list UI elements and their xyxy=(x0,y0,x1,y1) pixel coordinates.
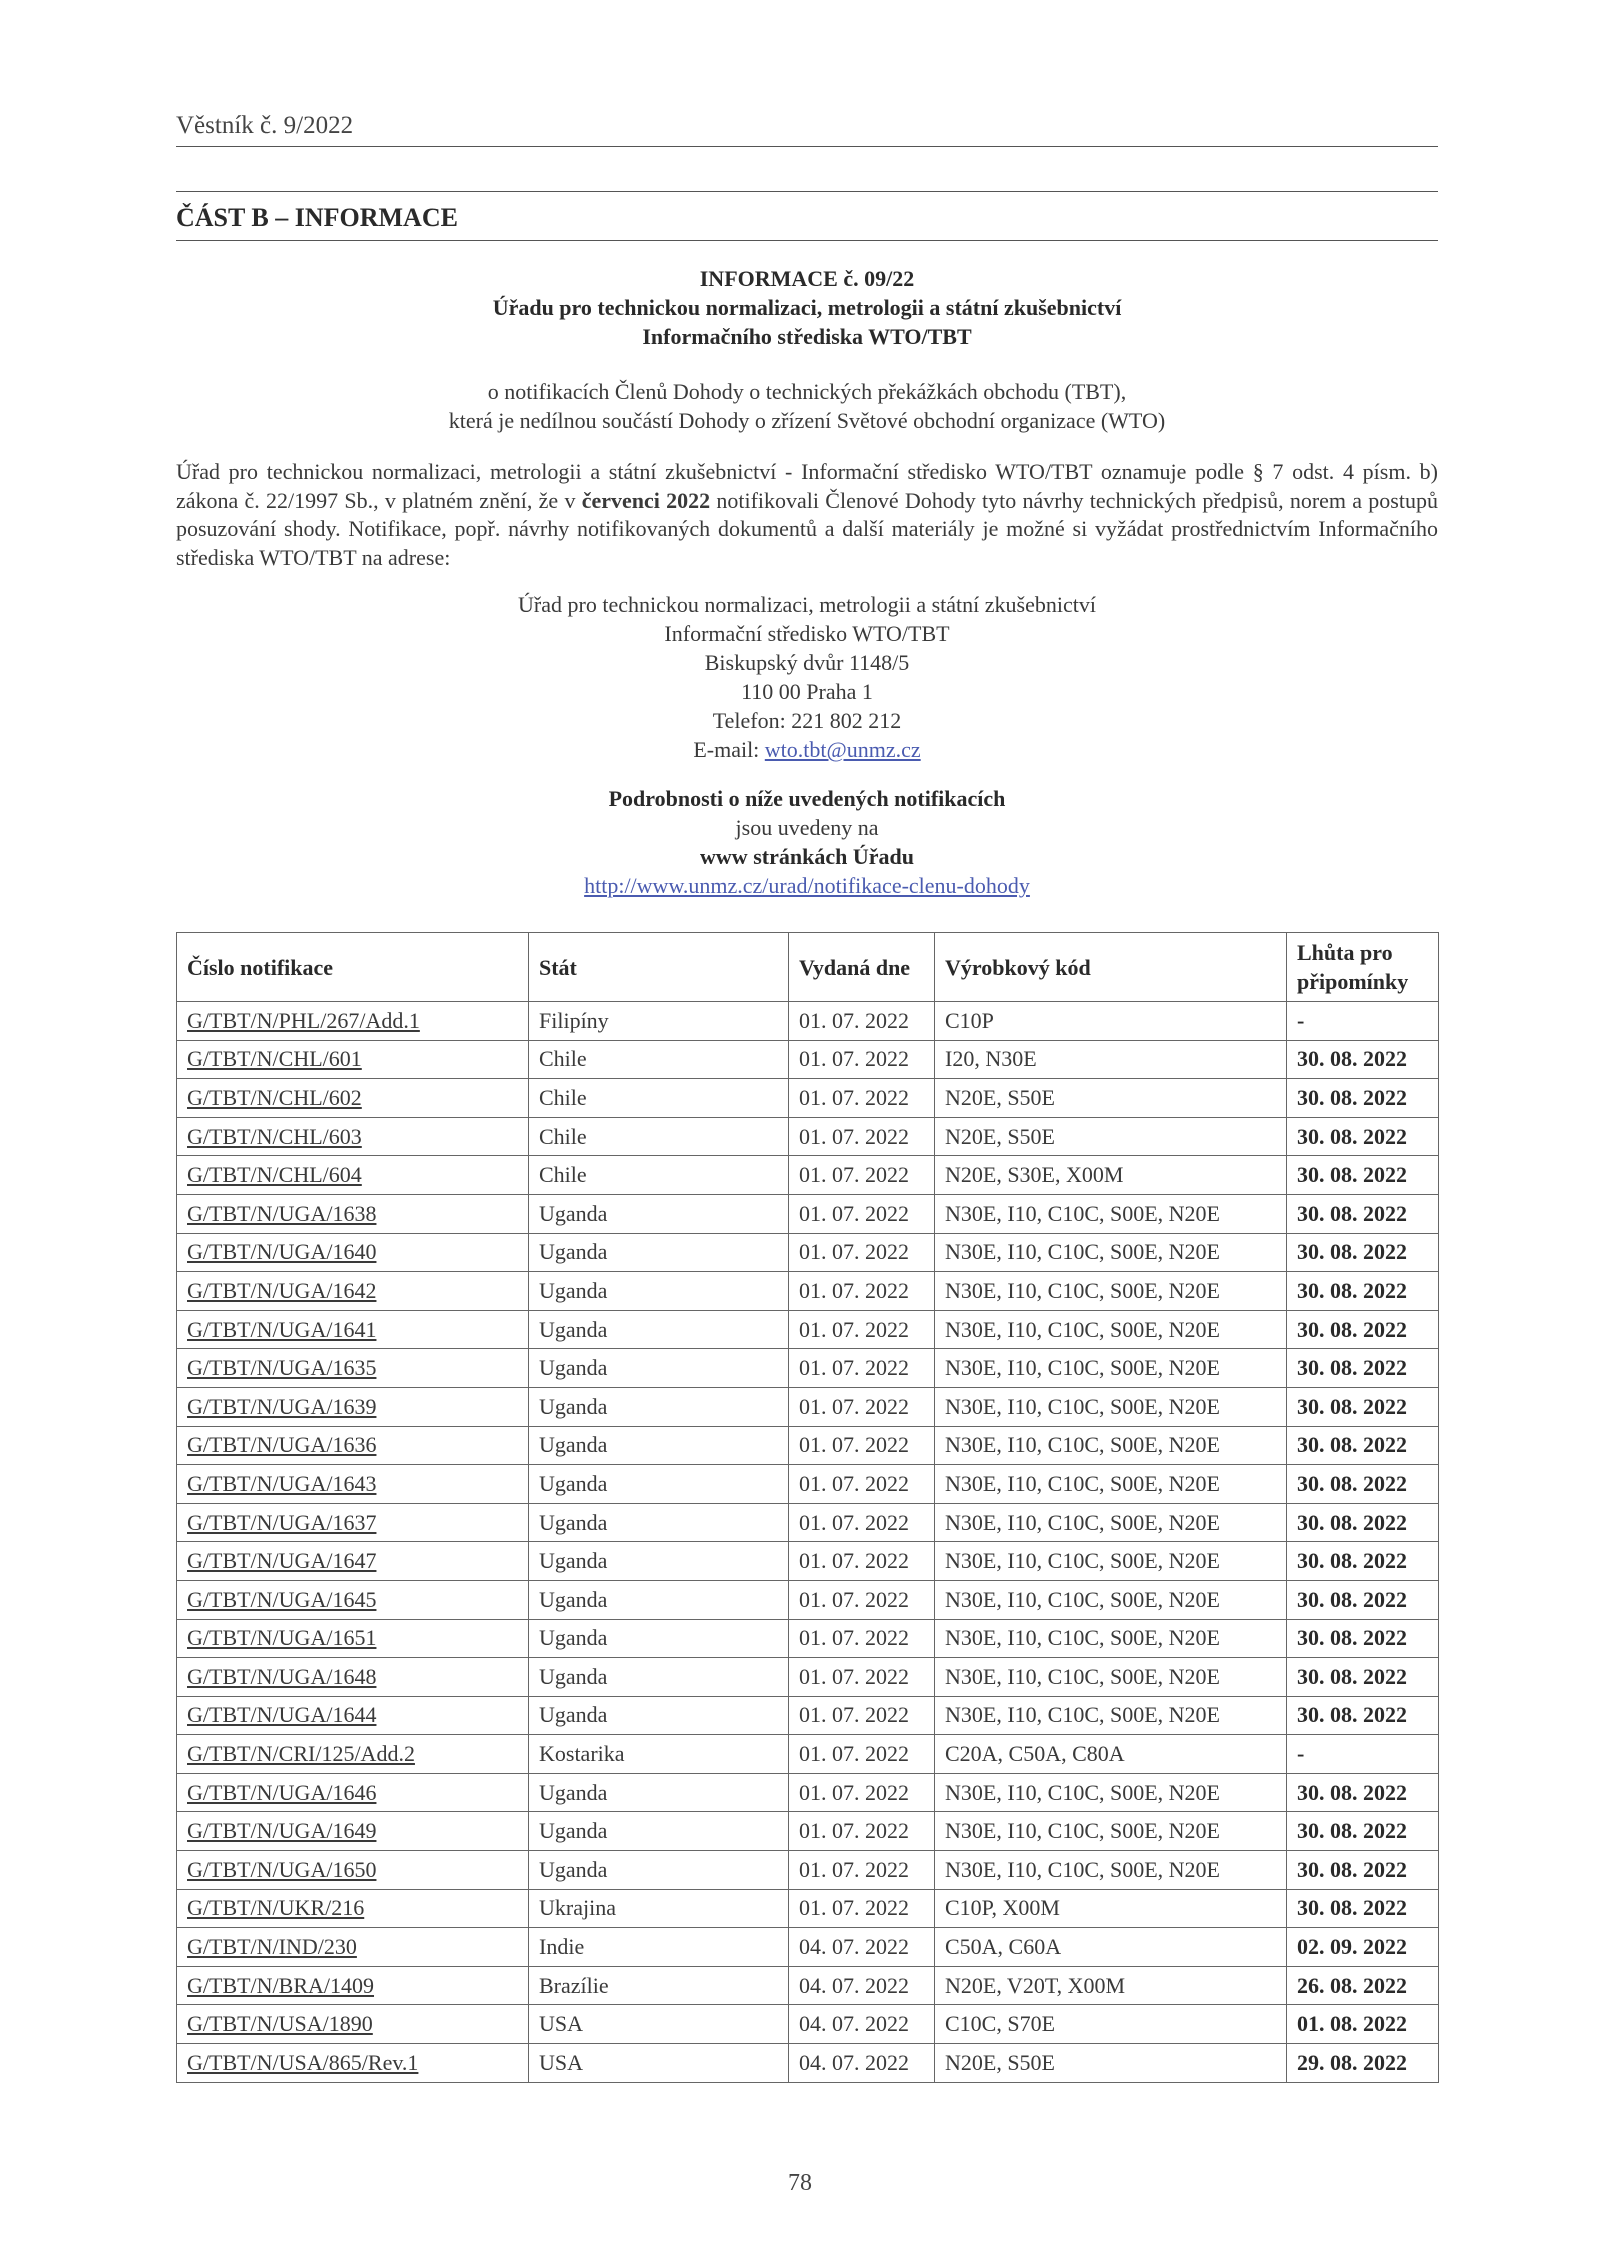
header-rule xyxy=(176,146,1438,147)
notification-number-cell xyxy=(177,1079,529,1118)
notification-number-link[interactable]: G/TBT/N/UGA/1638 xyxy=(187,1200,377,1226)
header-code: Výrobkový kód xyxy=(935,933,1287,1002)
notification-number-cell xyxy=(177,1194,529,1233)
table-row xyxy=(177,1696,1439,1735)
issued-date-cell: 01. 07. 2022 xyxy=(789,1851,935,1890)
deadline-cell: 30. 08. 2022 xyxy=(1287,1272,1439,1311)
notification-number-cell xyxy=(177,1503,529,1542)
table-row xyxy=(177,1812,1439,1851)
notification-number-cell xyxy=(177,1387,529,1426)
notification-number-link[interactable]: G/TBT/N/UGA/1649 xyxy=(187,1818,377,1844)
deadline-cell: 30. 08. 2022 xyxy=(1287,1773,1439,1812)
country-cell: Uganda xyxy=(529,1387,789,1426)
deadline-cell: 30. 08. 2022 xyxy=(1287,1349,1439,1388)
country-cell: Uganda xyxy=(529,1426,789,1465)
deadline-cell: 30. 08. 2022 xyxy=(1287,1658,1439,1697)
product-code-cell: N30E, I10, C10C, S00E, N20E xyxy=(935,1465,1287,1504)
notification-number-link[interactable]: G/TBT/N/UGA/1648 xyxy=(187,1663,377,1689)
notification-number-cell xyxy=(177,1426,529,1465)
product-code-cell: N20E, S50E xyxy=(935,1117,1287,1156)
notification-number-cell xyxy=(177,1002,529,1041)
address-office: Úřad pro technickou normalizaci, metrologii a státní zkušebnictví xyxy=(518,592,1096,617)
section-title: ČÁST B – INFORMACE xyxy=(176,203,458,232)
product-code-cell: N30E, I10, C10C, S00E, N20E xyxy=(935,1542,1287,1581)
email-label: E-mail: xyxy=(693,737,765,762)
details-block xyxy=(176,784,1438,900)
notification-number-link[interactable]: G/TBT/N/UGA/1640 xyxy=(187,1239,377,1265)
deadline-cell: 30. 08. 2022 xyxy=(1287,1426,1439,1465)
details-line-1: Podrobnosti o níže uvedených notifikacích xyxy=(608,786,1006,811)
issued-date-cell: 01. 07. 2022 xyxy=(789,1542,935,1581)
country-cell: Uganda xyxy=(529,1696,789,1735)
notification-number-cell xyxy=(177,1349,529,1388)
country-cell: Chile xyxy=(529,1040,789,1079)
notification-number-cell xyxy=(177,1889,529,1928)
issued-date-cell: 01. 07. 2022 xyxy=(789,1079,935,1118)
country-cell: Chile xyxy=(529,1117,789,1156)
table-row xyxy=(177,1773,1439,1812)
notification-number-link[interactable]: G/TBT/N/USA/1890 xyxy=(187,2011,373,2037)
issued-date-cell: 04. 07. 2022 xyxy=(789,2005,935,2044)
notification-number-cell xyxy=(177,1580,529,1619)
issued-date-cell: 01. 07. 2022 xyxy=(789,1156,935,1195)
notification-number-link[interactable]: G/TBT/N/UGA/1646 xyxy=(187,1779,377,1805)
notification-number-cell xyxy=(177,1851,529,1890)
notification-number-cell xyxy=(177,1117,529,1156)
table-row xyxy=(177,1735,1439,1774)
product-code-cell: N30E, I10, C10C, S00E, N20E xyxy=(935,1349,1287,1388)
notification-number-cell xyxy=(177,1040,529,1079)
country-cell: Uganda xyxy=(529,1851,789,1890)
notification-number-link[interactable]: G/TBT/N/UGA/1635 xyxy=(187,1355,377,1381)
header-deadline: Lhůta pro připomínky xyxy=(1287,933,1439,1002)
product-code-cell: N30E, I10, C10C, S00E, N20E xyxy=(935,1658,1287,1697)
issued-date-cell: 01. 07. 2022 xyxy=(789,1194,935,1233)
section-rule-bottom xyxy=(176,240,1438,241)
subheading-line-2: která je nedílnou součástí Dohody o zřízení Světové obchodní organizace (WTO) xyxy=(448,408,1166,433)
table-row xyxy=(177,1387,1439,1426)
notification-number-link[interactable]: G/TBT/N/UGA/1636 xyxy=(187,1432,377,1458)
heading-line-2: Úřadu pro technickou normalizaci, metrologii a státní zkušebnictví xyxy=(492,295,1122,320)
issued-date-cell: 04. 07. 2022 xyxy=(789,1928,935,1967)
product-code-cell: C10C, S70E xyxy=(935,2005,1287,2044)
notification-number-cell xyxy=(177,1465,529,1504)
country-cell: Brazílie xyxy=(529,1966,789,2005)
deadline-cell: 30. 08. 2022 xyxy=(1287,1465,1439,1504)
deadline-cell: 29. 08. 2022 xyxy=(1287,2044,1439,2083)
issued-date-cell: 01. 07. 2022 xyxy=(789,1310,935,1349)
deadline-cell: - xyxy=(1287,1002,1439,1041)
country-cell: Uganda xyxy=(529,1272,789,1311)
notification-number-cell xyxy=(177,1966,529,2005)
product-code-cell: N30E, I10, C10C, S00E, N20E xyxy=(935,1272,1287,1311)
table-row xyxy=(177,1117,1439,1156)
deadline-cell: 30. 08. 2022 xyxy=(1287,1503,1439,1542)
notification-number-cell xyxy=(177,1272,529,1311)
product-code-cell: C10P, X00M xyxy=(935,1889,1287,1928)
table-row xyxy=(177,1966,1439,2005)
deadline-cell: 30. 08. 2022 xyxy=(1287,1233,1439,1272)
table-row xyxy=(177,1002,1439,1041)
notification-number-link[interactable]: G/TBT/N/UGA/1645 xyxy=(187,1586,377,1612)
product-code-cell: N20E, S50E xyxy=(935,2044,1287,2083)
address-center: Informační středisko WTO/TBT xyxy=(664,621,950,646)
table-row xyxy=(177,1465,1439,1504)
country-cell: Uganda xyxy=(529,1542,789,1581)
notification-number-link[interactable]: G/TBT/N/UGA/1637 xyxy=(187,1509,377,1535)
product-code-cell: N30E, I10, C10C, S00E, N20E xyxy=(935,1426,1287,1465)
product-code-cell: N30E, I10, C10C, S00E, N20E xyxy=(935,1619,1287,1658)
product-code-cell: N30E, I10, C10C, S00E, N20E xyxy=(935,1580,1287,1619)
product-code-cell: N30E, I10, C10C, S00E, N20E xyxy=(935,1773,1287,1812)
product-code-cell: N20E, V20T, X00M xyxy=(935,1966,1287,2005)
notification-number-link[interactable]: G/TBT/N/BRA/1409 xyxy=(187,1972,375,1998)
deadline-cell: 30. 08. 2022 xyxy=(1287,1812,1439,1851)
country-cell: Kostarika xyxy=(529,1735,789,1774)
deadline-cell: 02. 09. 2022 xyxy=(1287,1928,1439,1967)
table-row xyxy=(177,1658,1439,1697)
issued-date-cell: 01. 07. 2022 xyxy=(789,1465,935,1504)
notification-number-link[interactable]: G/TBT/N/CHL/601 xyxy=(187,1046,362,1072)
intro-text-2: notifikovali Členové Dohody tyto návrhy technických předpisů, norem a postupů posuzování shody. Notifikace, popř. návrhy notifikovaných dokumentů a další materiály je možné si vyžádat prostřednictvím Informačního střediska WTO/TBT na adrese: xyxy=(176,487,1438,570)
product-code-cell: N20E, S30E, X00M xyxy=(935,1156,1287,1195)
country-cell: Uganda xyxy=(529,1465,789,1504)
table-row xyxy=(177,1851,1439,1890)
product-code-cell: N20E, S50E xyxy=(935,1079,1287,1118)
country-cell: Uganda xyxy=(529,1580,789,1619)
table-row xyxy=(177,2005,1439,2044)
deadline-cell: - xyxy=(1287,1735,1439,1774)
header-number: Číslo notifikace xyxy=(177,933,529,1002)
product-code-cell: N30E, I10, C10C, S00E, N20E xyxy=(935,1812,1287,1851)
issued-date-cell: 01. 07. 2022 xyxy=(789,1580,935,1619)
issued-date-cell: 04. 07. 2022 xyxy=(789,2044,935,2083)
notification-number-cell xyxy=(177,1812,529,1851)
issued-date-cell: 01. 07. 2022 xyxy=(789,1773,935,1812)
header-issued: Vydaná dne xyxy=(789,933,935,1002)
notification-number-link[interactable]: G/TBT/N/IND/230 xyxy=(187,1934,357,1960)
intro-paragraph xyxy=(176,458,1438,572)
table-row xyxy=(177,1503,1439,1542)
country-cell: Uganda xyxy=(529,1233,789,1272)
issued-date-cell: 01. 07. 2022 xyxy=(789,1272,935,1311)
deadline-cell: 30. 08. 2022 xyxy=(1287,1156,1439,1195)
notification-number-cell xyxy=(177,1658,529,1697)
table-row xyxy=(177,1542,1439,1581)
notification-number-link[interactable]: G/TBT/N/UGA/1650 xyxy=(187,1856,377,1882)
deadline-cell: 30. 08. 2022 xyxy=(1287,1889,1439,1928)
deadline-cell: 30. 08. 2022 xyxy=(1287,1040,1439,1079)
deadline-cell: 30. 08. 2022 xyxy=(1287,1580,1439,1619)
product-code-cell: N30E, I10, C10C, S00E, N20E xyxy=(935,1503,1287,1542)
table-body xyxy=(177,1002,1439,2083)
notifications-table xyxy=(176,932,1439,2083)
notification-number-link[interactable]: G/TBT/N/CHL/604 xyxy=(187,1162,362,1188)
product-code-cell: N30E, I10, C10C, S00E, N20E xyxy=(935,1194,1287,1233)
table-row xyxy=(177,1580,1439,1619)
issued-date-cell: 01. 07. 2022 xyxy=(789,1735,935,1774)
deadline-cell: 30. 08. 2022 xyxy=(1287,1079,1439,1118)
notification-number-cell xyxy=(177,1735,529,1774)
address-block xyxy=(176,590,1438,764)
deadline-cell: 30. 08. 2022 xyxy=(1287,1194,1439,1233)
country-cell: Uganda xyxy=(529,1194,789,1233)
notification-number-cell xyxy=(177,1928,529,1967)
email-link[interactable]: wto.tbt@unmz.cz xyxy=(764,737,921,762)
details-line-2: jsou uvedeny na xyxy=(735,815,879,840)
address-city: 110 00 Praha 1 xyxy=(741,679,873,704)
deadline-cell: 30. 08. 2022 xyxy=(1287,1619,1439,1658)
address-street: Biskupský dvůr 1148/5 xyxy=(704,650,910,675)
notification-number-link[interactable]: G/TBT/N/USA/865/Rev.1 xyxy=(187,2049,419,2075)
deadline-cell: 30. 08. 2022 xyxy=(1287,1117,1439,1156)
issued-date-cell: 01. 07. 2022 xyxy=(789,1696,935,1735)
heading-line-3: Informačního střediska WTO/TBT xyxy=(642,324,972,349)
country-cell: Filipíny xyxy=(529,1002,789,1041)
notification-number-cell xyxy=(177,1619,529,1658)
notification-number-cell xyxy=(177,1696,529,1735)
notification-number-cell xyxy=(177,2005,529,2044)
notification-number-link[interactable]: G/TBT/N/UKR/216 xyxy=(187,1895,365,1921)
information-subheading xyxy=(176,377,1438,435)
table-row xyxy=(177,1194,1439,1233)
table-row xyxy=(177,1619,1439,1658)
product-code-cell: N30E, I10, C10C, S00E, N20E xyxy=(935,1233,1287,1272)
notification-number-link[interactable]: G/TBT/N/UGA/1639 xyxy=(187,1393,377,1419)
table-row xyxy=(177,1310,1439,1349)
header-country: Stát xyxy=(529,933,789,1002)
heading-line-1: INFORMACE č. 09/22 xyxy=(699,266,915,291)
notification-number-cell xyxy=(177,1310,529,1349)
deadline-cell: 26. 08. 2022 xyxy=(1287,1966,1439,2005)
information-heading xyxy=(176,264,1438,351)
product-code-cell: C10P xyxy=(935,1002,1287,1041)
issued-date-cell: 01. 07. 2022 xyxy=(789,1889,935,1928)
notification-number-cell xyxy=(177,1233,529,1272)
deadline-cell: 30. 08. 2022 xyxy=(1287,1851,1439,1890)
table-header-row xyxy=(177,933,1439,1002)
country-cell: Uganda xyxy=(529,1619,789,1658)
notification-number-link[interactable]: G/TBT/N/UGA/1642 xyxy=(187,1277,377,1303)
table-row xyxy=(177,1079,1439,1118)
country-cell: Chile xyxy=(529,1079,789,1118)
table-row xyxy=(177,1272,1439,1311)
product-code-cell: N30E, I10, C10C, S00E, N20E xyxy=(935,1696,1287,1735)
country-cell: Uganda xyxy=(529,1310,789,1349)
deadline-cell: 30. 08. 2022 xyxy=(1287,1310,1439,1349)
issued-date-cell: 04. 07. 2022 xyxy=(789,1966,935,2005)
issued-date-cell: 01. 07. 2022 xyxy=(789,1619,935,1658)
notification-number-link[interactable]: G/TBT/N/UGA/1643 xyxy=(187,1470,377,1496)
country-cell: Uganda xyxy=(529,1812,789,1851)
table-row xyxy=(177,1349,1439,1388)
page-number: 78 xyxy=(788,2170,812,2196)
notification-number-cell xyxy=(177,2044,529,2083)
product-code-cell: C50A, C60A xyxy=(935,1928,1287,1967)
intro-month: červenci 2022 xyxy=(581,487,711,513)
country-cell: Ukrajina xyxy=(529,1889,789,1928)
country-cell: USA xyxy=(529,2044,789,2083)
notification-number-cell xyxy=(177,1542,529,1581)
table-row xyxy=(177,1156,1439,1195)
issued-date-cell: 01. 07. 2022 xyxy=(789,1117,935,1156)
notification-number-link[interactable]: G/TBT/N/CRI/125/Add.2 xyxy=(187,1741,415,1767)
country-cell: Chile xyxy=(529,1156,789,1195)
country-cell: Uganda xyxy=(529,1773,789,1812)
subheading-line-1: o notifikacích Členů Dohody o technických překážkách obchodu (TBT), xyxy=(487,379,1127,404)
deadline-cell: 01. 08. 2022 xyxy=(1287,2005,1439,2044)
issued-date-cell: 01. 07. 2022 xyxy=(789,1040,935,1079)
product-code-cell: C20A, C50A, C80A xyxy=(935,1735,1287,1774)
product-code-cell: I20, N30E xyxy=(935,1040,1287,1079)
table-row xyxy=(177,1889,1439,1928)
notification-number-cell xyxy=(177,1156,529,1195)
table-row xyxy=(177,1233,1439,1272)
table-row xyxy=(177,1928,1439,1967)
issued-date-cell: 01. 07. 2022 xyxy=(789,1002,935,1041)
country-cell: Uganda xyxy=(529,1658,789,1697)
table-row xyxy=(177,1426,1439,1465)
notification-number-link[interactable]: G/TBT/N/UGA/1651 xyxy=(187,1625,377,1651)
notification-number-link[interactable]: G/TBT/N/UGA/1647 xyxy=(187,1548,377,1574)
deadline-cell: 30. 08. 2022 xyxy=(1287,1542,1439,1581)
issued-date-cell: 01. 07. 2022 xyxy=(789,1426,935,1465)
notification-number-link[interactable]: G/TBT/N/CHL/603 xyxy=(187,1123,362,1149)
country-cell: Uganda xyxy=(529,1349,789,1388)
notification-number-link[interactable]: G/TBT/N/CHL/602 xyxy=(187,1084,362,1110)
notification-number-cell xyxy=(177,1773,529,1812)
product-code-cell: N30E, I10, C10C, S00E, N20E xyxy=(935,1851,1287,1890)
deadline-cell: 30. 08. 2022 xyxy=(1287,1387,1439,1426)
details-url-link[interactable]: http://www.unmz.cz/urad/notifikace-clenu-dohody xyxy=(584,873,1030,898)
issued-date-cell: 01. 07. 2022 xyxy=(789,1812,935,1851)
deadline-cell: 30. 08. 2022 xyxy=(1287,1696,1439,1735)
notification-number-link[interactable]: G/TBT/N/UGA/1641 xyxy=(187,1316,377,1342)
notification-number-link[interactable]: G/TBT/N/PHL/267/Add.1 xyxy=(187,1007,420,1033)
issued-date-cell: 01. 07. 2022 xyxy=(789,1658,935,1697)
notification-number-link[interactable]: G/TBT/N/UGA/1644 xyxy=(187,1702,377,1728)
address-phone: Telefon: 221 802 212 xyxy=(712,708,902,733)
address-email-line xyxy=(176,735,1438,764)
country-cell: Uganda xyxy=(529,1503,789,1542)
product-code-cell: N30E, I10, C10C, S00E, N20E xyxy=(935,1310,1287,1349)
issued-date-cell: 01. 07. 2022 xyxy=(789,1503,935,1542)
section-rule-top xyxy=(176,191,1438,192)
intro-text-1: Úřad pro technickou normalizaci, metrologii a státní zkušebnictví - Informační středisko WTO/TBT oznamuje podle § 7 odst. 4 písm. b) zákona č. 22/1997 Sb., v platném znění, že v xyxy=(176,459,1438,513)
running-head: Věstník č. 9/2022 xyxy=(176,112,354,139)
issued-date-cell: 01. 07. 2022 xyxy=(789,1349,935,1388)
table-row xyxy=(177,1040,1439,1079)
product-code-cell: N30E, I10, C10C, S00E, N20E xyxy=(935,1387,1287,1426)
country-cell: USA xyxy=(529,2005,789,2044)
issued-date-cell: 01. 07. 2022 xyxy=(789,1233,935,1272)
issued-date-cell: 01. 07. 2022 xyxy=(789,1387,935,1426)
details-line-3: www stránkách Úřadu xyxy=(700,844,914,869)
country-cell: Indie xyxy=(529,1928,789,1967)
table-row xyxy=(177,2044,1439,2083)
